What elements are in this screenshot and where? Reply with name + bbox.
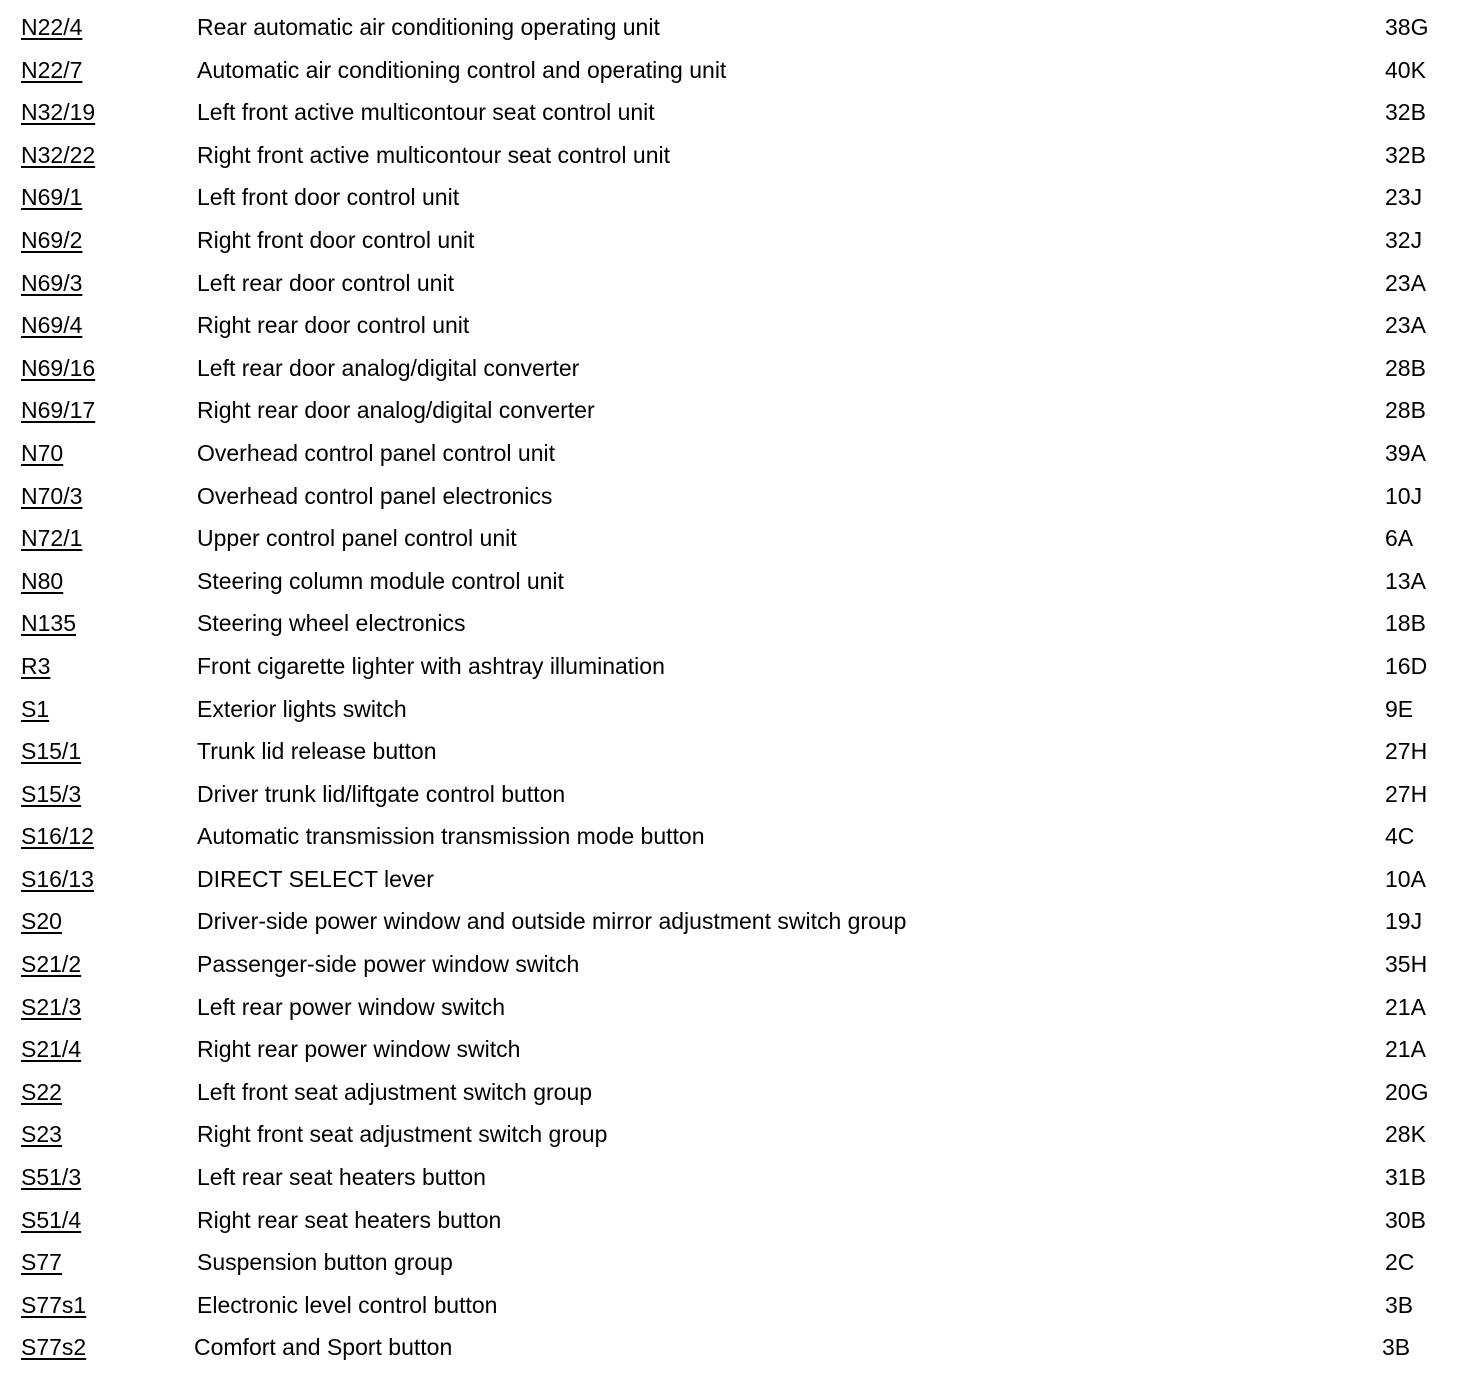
component-location: 32J — [1385, 226, 1423, 253]
component-description: Right rear seat heaters button — [197, 1206, 502, 1233]
component-location: 23A — [1385, 269, 1426, 296]
component-code-link[interactable]: N32/19 — [21, 99, 96, 126]
component-code-link[interactable]: S16/13 — [21, 865, 94, 892]
component-code-link[interactable]: S21/3 — [21, 993, 82, 1020]
component-code-link[interactable]: S15/1 — [21, 738, 82, 765]
component-location: 21A — [1385, 993, 1426, 1020]
component-row — [0, 1284, 1472, 1327]
component-description: Left rear door control unit — [197, 269, 454, 296]
component-row — [0, 1071, 1472, 1114]
component-location: 28K — [1385, 1121, 1426, 1148]
component-location: 19J — [1385, 908, 1423, 935]
component-location: 18B — [1385, 610, 1426, 637]
component-code-link[interactable]: R3 — [21, 652, 51, 679]
component-location: 35H — [1385, 951, 1428, 978]
component-row — [0, 134, 1472, 177]
component-code-link[interactable]: S51/3 — [21, 1164, 82, 1191]
component-code-link[interactable]: N80 — [21, 567, 64, 594]
component-row — [0, 602, 1472, 645]
component-location: 23J — [1385, 184, 1423, 211]
component-row — [0, 475, 1472, 518]
component-location: 3B — [1385, 1291, 1414, 1318]
component-location: 31B — [1385, 1164, 1426, 1191]
component-location: 2C — [1385, 1249, 1415, 1276]
component-row — [0, 1326, 1472, 1369]
component-row — [0, 176, 1472, 219]
component-row — [0, 986, 1472, 1029]
component-location: 38G — [1385, 14, 1429, 40]
component-location: 28B — [1385, 354, 1426, 381]
component-row — [0, 219, 1472, 262]
component-description: Right front seat adjustment switch group — [197, 1121, 608, 1148]
component-code-link[interactable]: S51/4 — [21, 1206, 82, 1233]
component-description: Trunk lid release button — [197, 738, 437, 765]
component-location: 9E — [1385, 695, 1414, 722]
component-location: 20G — [1385, 1078, 1429, 1105]
component-code-link[interactable]: N135 — [21, 610, 76, 637]
component-location: 32B — [1385, 141, 1426, 168]
component-location: 40K — [1385, 56, 1426, 83]
component-code-link[interactable]: N69/4 — [21, 312, 83, 339]
component-location: 28B — [1385, 397, 1426, 424]
component-location: 23A — [1385, 312, 1426, 339]
component-description: Electronic level control button — [197, 1291, 498, 1318]
component-code-link[interactable]: S21/4 — [21, 1036, 82, 1063]
component-row — [0, 432, 1472, 475]
component-code-link[interactable]: S1 — [21, 695, 50, 722]
component-description: Steering wheel electronics — [197, 610, 466, 637]
component-description: Exterior lights switch — [197, 695, 407, 722]
component-row — [0, 858, 1472, 901]
component-row — [0, 730, 1472, 773]
component-row — [0, 6, 1472, 49]
component-description: Overhead control panel electronics — [197, 482, 553, 509]
component-location: 39A — [1385, 439, 1426, 466]
component-code-link[interactable]: S21/2 — [21, 951, 82, 978]
component-description: Right rear door analog/digital converter — [197, 397, 595, 424]
component-description: Left rear door analog/digital converter — [197, 354, 580, 381]
component-description: Right front door control unit — [197, 226, 475, 253]
component-row — [0, 560, 1472, 603]
component-code-link[interactable]: N69/17 — [21, 397, 96, 424]
component-list — [0, 6, 1472, 1369]
component-description: Front cigarette lighter with ashtray illumination — [197, 652, 665, 679]
component-row — [0, 517, 1472, 560]
component-code-link[interactable]: N70/3 — [21, 482, 83, 509]
component-row — [0, 389, 1472, 432]
component-code-link[interactable]: S15/3 — [21, 780, 82, 807]
component-description: Suspension button group — [197, 1249, 453, 1276]
component-description: Left front seat adjustment switch group — [197, 1078, 593, 1105]
component-code-link[interactable]: N69/16 — [21, 354, 96, 381]
component-row — [0, 943, 1472, 986]
component-row — [0, 1199, 1472, 1242]
component-code-link[interactable]: S16/12 — [21, 823, 94, 850]
component-code-link[interactable]: N69/1 — [21, 184, 83, 211]
component-code-link[interactable]: N69/3 — [21, 269, 83, 296]
component-description: Comfort and Sport button — [194, 1334, 453, 1361]
component-description: Overhead control panel control unit — [197, 439, 555, 466]
component-description: Driver-side power window and outside mirror adjustment switch group — [197, 908, 907, 935]
component-description: Left rear seat heaters button — [197, 1164, 486, 1191]
component-code-link[interactable]: N32/22 — [21, 141, 96, 168]
component-row — [0, 900, 1472, 943]
component-location: 6A — [1385, 525, 1414, 552]
component-location: 10A — [1385, 865, 1426, 892]
component-description: Steering column module control unit — [197, 567, 564, 594]
component-code-link[interactable]: S20 — [21, 908, 62, 935]
component-location: 27H — [1385, 738, 1428, 765]
component-code-link[interactable]: S77 — [21, 1249, 62, 1276]
component-location: 4C — [1385, 823, 1415, 850]
component-row — [0, 773, 1472, 816]
component-description: Left front door control unit — [197, 184, 460, 211]
component-row — [0, 815, 1472, 858]
component-code-link[interactable]: N72/1 — [21, 525, 83, 552]
component-row — [0, 1028, 1472, 1071]
component-location: 3B — [1382, 1334, 1411, 1361]
component-code-link[interactable]: N22/4 — [21, 14, 83, 40]
component-description: Rear automatic air conditioning operating unit — [197, 14, 660, 40]
component-code-link[interactable]: N22/7 — [21, 56, 83, 83]
component-description: Left front active multicontour seat control unit — [197, 99, 655, 126]
component-code-link[interactable]: S77s2 — [21, 1334, 87, 1361]
component-code-link[interactable]: S22 — [21, 1078, 62, 1105]
component-row — [0, 1241, 1472, 1284]
component-location: 30B — [1385, 1206, 1426, 1233]
component-code-link[interactable]: N70 — [21, 439, 64, 466]
component-location: 10J — [1385, 482, 1423, 509]
component-row — [0, 262, 1472, 305]
component-description: Automatic air conditioning control and operating unit — [197, 56, 727, 83]
component-location: 21A — [1385, 1036, 1426, 1063]
component-code-link[interactable]: N69/2 — [21, 226, 83, 253]
component-location: 16D — [1385, 652, 1428, 679]
component-location: 13A — [1385, 567, 1426, 594]
component-row — [0, 304, 1472, 347]
component-row — [0, 91, 1472, 134]
component-description: Right front active multicontour seat control unit — [197, 141, 671, 168]
component-description: Right rear power window switch — [197, 1036, 521, 1063]
component-row — [0, 645, 1472, 688]
component-description: Driver trunk lid/liftgate control button — [197, 780, 566, 807]
component-row — [0, 347, 1472, 390]
component-row — [0, 1113, 1472, 1156]
component-row — [0, 1156, 1472, 1199]
component-row — [0, 49, 1472, 92]
component-location: 32B — [1385, 99, 1426, 126]
component-description: Passenger-side power window switch — [197, 951, 580, 978]
component-description: Right rear door control unit — [197, 312, 470, 339]
component-description: DIRECT SELECT lever — [197, 865, 434, 892]
component-description: Left rear power window switch — [197, 993, 506, 1020]
component-location: 27H — [1385, 780, 1428, 807]
component-code-link[interactable]: S23 — [21, 1121, 62, 1148]
component-description: Upper control panel control unit — [197, 525, 517, 552]
component-row — [0, 688, 1472, 731]
component-code-link[interactable]: S77s1 — [21, 1291, 87, 1318]
component-description: Automatic transmission transmission mode button — [197, 823, 705, 850]
